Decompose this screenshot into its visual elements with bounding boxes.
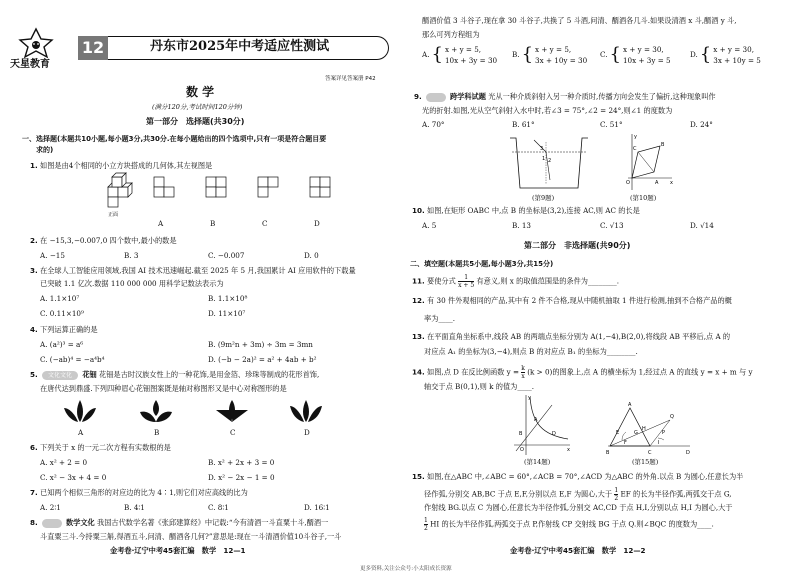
question-text: 在全球人工智能应用领域,我国 AI 技术迅速崛起.截至 2025 年 5 月,我国累计 AI 应用软件的下载量 [40, 266, 356, 275]
q1-option-d[interactable]: D [314, 219, 320, 228]
equation-line: x + y = 5, [535, 45, 572, 54]
exam-title: 丹东市2025年中考适应性测试 [150, 39, 330, 54]
q14-figure-label: (第14题) [524, 458, 551, 466]
question-8-cont3: 那么可列方程组为 [422, 30, 480, 39]
question-number: 12. [412, 296, 425, 305]
question-5 [30, 370, 319, 380]
q7-option-b[interactable]: B. 4∶1 [124, 503, 145, 512]
question-15-cont [424, 487, 732, 502]
question-number: 8. [30, 518, 38, 527]
q8-option-b[interactable]: B. { x + y = 5, 3x + 10y = 30 [512, 44, 588, 65]
q6-option-a[interactable]: A. x² + 2 = 0 [40, 458, 88, 467]
footer-right: 金考卷·辽宁中考45套汇编 数学 12—2 [510, 546, 646, 555]
equation-line: 10x + 3y = 5 [622, 56, 671, 65]
q5-option-a[interactable]: A [78, 428, 84, 437]
q15-label-h: H [642, 426, 646, 432]
question-13 [412, 332, 730, 342]
fraction-numerator: 1 [464, 274, 469, 281]
question-text: 如图,在矩形 OABC 中,点 B 的坐标是(3,2),连接 AC,则 AC 的长是 [427, 206, 640, 215]
fraction-numerator: k [521, 365, 525, 372]
question-tag: 文化文化 [42, 371, 78, 380]
question-tag [42, 519, 62, 528]
q15-label-a: A [628, 402, 632, 408]
q4-option-d[interactable]: D. (−b − 2a)² = a² + 4ab + b² [208, 355, 317, 364]
question-9 [414, 92, 716, 102]
q10-label-c: C [633, 146, 637, 152]
q15-label-i: I [658, 440, 660, 446]
equation-line: 3x + 10y = 30 [535, 56, 588, 65]
question-number: 10. [412, 206, 425, 215]
question-tag-word: 花钿 [82, 370, 97, 379]
question-4 [30, 325, 98, 335]
question-15 [412, 472, 743, 482]
question-text: 下列运算正确的是 [40, 325, 98, 334]
q15-label-q: Q [670, 414, 674, 420]
q14-figure-graph [512, 393, 572, 457]
question-number: 5. [30, 370, 38, 379]
question-text: (k > 0)的图象上,点 A 的横坐标为 1,经过点 A 的直线 y = x + m 与 y [527, 367, 753, 377]
q1-option-c[interactable]: C [262, 219, 268, 228]
q9-angle-3: 3 [540, 146, 544, 152]
question-15-cont3 [424, 517, 714, 532]
question-12 [412, 296, 732, 306]
q5-figure-huadian [60, 398, 330, 426]
q15-label-f: F [624, 440, 627, 446]
question-text: 如图,点 D 在反比例函数 y = [427, 367, 519, 377]
question-14 [412, 365, 753, 380]
logo-text: 天星教育 [10, 59, 50, 70]
question-text: 在 −15,3,−0.007,0 四个数中,最小的数是 [40, 236, 177, 245]
q1-option-a[interactable]: A [158, 219, 164, 228]
part1-instruction: 一、选择题(本题共10小题,每小题3分,共30分.在每小题给出的四个选项中,只有一项是符合题目要 [22, 135, 327, 143]
question-tag-word: 跨学科试题 [449, 92, 486, 101]
question-14-cont: 轴交于点 B(0,1),则 k 的值为____. [424, 382, 534, 391]
question-3-cont: 已突破 1.1 亿次.数据 110 000 000 用科学记数法表示为 [40, 279, 224, 288]
q10-label-o: O [626, 180, 630, 186]
fraction-denominator: x + 5 [458, 282, 475, 289]
q15-figure-triangle [604, 398, 694, 456]
question-number: 11. [412, 276, 425, 286]
q8-option-a[interactable]: A. { x + y = 5, 10x + 3y = 30 [422, 44, 498, 65]
q9-angle-1: 1 [542, 156, 546, 162]
q4-option-b[interactable]: B. (9m²n + 3m) ÷ 3m = 3mn [208, 340, 313, 349]
question-text: 我国古代数学名著《张邱建算经》中记载:“今有清酒一斗直粟十斗,醑酒一 [97, 518, 329, 527]
question-number: 7. [30, 488, 38, 497]
q2-option-a[interactable]: A. −15 [40, 251, 65, 260]
q10-option-a[interactable]: A. 5 [422, 221, 437, 230]
part2-instruction: 二、填空题(本题共5小题,每小题3分,共15分) [410, 260, 554, 268]
right-page [360, 0, 800, 577]
q15-label-e: E [616, 430, 620, 436]
q15-label-p: P [662, 430, 666, 436]
question-5-cont: 在唐代达到鼎盛.下列四种眉心花钿图案既是轴对称图形又是中心对称图形的是 [40, 384, 287, 393]
q4-option-a[interactable]: A. (a²)³ = a⁶ [40, 340, 84, 349]
q2-option-c[interactable]: C. −0.007 [208, 251, 245, 260]
q7-option-c[interactable]: C. 8∶1 [208, 503, 229, 512]
fraction-denominator: 2 [614, 495, 619, 502]
q14-label-x: x [567, 447, 570, 453]
q5-option-c[interactable]: C [230, 428, 236, 437]
q8-option-d[interactable]: D. { x + y = 30, 3x + 10y = 5 [690, 44, 761, 65]
question-number: 6. [30, 443, 38, 452]
equation-line: 10x + 3y = 30 [444, 56, 498, 65]
q5-option-d[interactable]: D [304, 428, 310, 437]
question-10 [412, 206, 640, 216]
question-text: 在平面直角坐标系中,线段 AB 的两端点坐标分别为 A(1,−4),B(2,0),将线段 AB 平移后,点 A 的 [427, 332, 731, 341]
q3-option-a[interactable]: A. 1.1×10⁷ [40, 294, 80, 303]
q9-angle-2: 2 [548, 158, 552, 164]
q3-option-c[interactable]: C. 0.11×10⁹ [40, 309, 84, 318]
answer-reference: 答案详见答案册 P42 [325, 76, 376, 82]
question-text: 有 30 件外观相同的产品,其中有 2 件不合格,现从中随机抽取 1 件进行检测,抽到不合格产品的概 [427, 296, 732, 305]
number-badge: 12 [78, 36, 108, 60]
q10-label-a: A [655, 180, 659, 186]
question-number: 4. [30, 325, 38, 334]
equation-line: 3x + 10y = 5 [713, 56, 761, 65]
question-text: 光从一种介质斜射入另一种介质时,传播方向会发生了偏折,这种现象叫作 [488, 92, 716, 101]
equation-line: x + y = 30, [713, 45, 754, 54]
question-1 [30, 161, 212, 171]
q1-figure-cubes [106, 173, 336, 213]
question-3 [30, 266, 356, 276]
question-number: 9. [414, 92, 422, 101]
fraction [614, 487, 618, 502]
q5-option-b[interactable]: B [154, 428, 160, 437]
q3-option-b[interactable]: B. 1.1×10⁸ [208, 294, 248, 303]
q6-option-c[interactable]: C. x² − 3x + 4 = 0 [40, 473, 107, 482]
question-text: HI 的长为半径作弧,两弧交于点 P,作射线 CP 交射线 BG 于点 Q.则∠BQC 的度数为____. [430, 519, 714, 529]
logo [8, 28, 64, 72]
equation-line: x + y = 30, [622, 45, 664, 54]
q15-label-b: B [606, 450, 610, 456]
q14-label-o: O [520, 447, 524, 453]
q9-option-c[interactable]: C. 51° [600, 120, 623, 129]
question-8 [30, 518, 328, 528]
q14-label-b: B [519, 431, 523, 437]
q10-figure-rectangle [622, 132, 676, 194]
q10-figure-label: (第10题) [630, 194, 657, 202]
question-number: 14. [412, 367, 425, 377]
question-text: 已知两个相似三角形的对应边的比为 4∶1,则它们对应高线的比为 [40, 488, 248, 497]
question-9-cont: 光的折射.如图,光从空气斜射入水中时,若∠3 = 75°,∠2 = 24°,则∠1 的度数为 [422, 106, 673, 115]
bottom-note: 更多资料,关注公众号:小太阳成长资源 [360, 566, 452, 572]
question-text: 花钿是古时汉族女性上的一种花饰,是用金箔、珍珠等制成的花形首饰, [99, 370, 320, 379]
q10-label-y: y [634, 134, 637, 140]
q10-option-d[interactable]: D. √14 [690, 221, 714, 230]
q9-figure-refraction [506, 132, 592, 194]
question-text: 如图,在△ABC 中,∠ABC = 60°,∠ACB = 70°,∠ACD 为△ABC 的外角.以点 B 为圆心,任意长为半 [427, 472, 744, 481]
question-2 [30, 236, 177, 246]
question-11 [412, 274, 619, 289]
question-text: 如图是由4个相同的小立方块搭成的几何体,其左视图是 [40, 161, 213, 170]
part2-heading: 第二部分 非选择题(共90分) [524, 241, 631, 250]
q9-option-a[interactable]: A. 70° [422, 120, 445, 129]
q2-option-b[interactable]: B. 3 [124, 251, 139, 260]
subject-title: 数 学 [186, 85, 215, 99]
q15-figure-label: (第15题) [632, 458, 659, 466]
fraction-numerator: 1 [614, 487, 619, 494]
question-text: 要使分式 [427, 276, 456, 286]
question-text: EF 的长为半径作弧,两弧交于点 G, [620, 489, 732, 499]
question-text: 径作弧,分别交 AB,BC 于点 E,F,分别以点 E,F 为圆心,大于 [424, 489, 613, 499]
q7-option-d[interactable]: D. 16∶1 [304, 503, 330, 512]
question-8-cont2: 醑酒价值 3 斗谷子,现在拿 30 斗谷子,共换了 5 斗酒,问清、醑酒各几斗.如果设清酒 x 斗,醑酒 y 斗, [422, 16, 737, 25]
q14-label-y: y [528, 395, 531, 401]
q10-option-b[interactable]: B. 13 [512, 221, 531, 230]
q15-label-d: D [686, 450, 690, 456]
q14-label-d: D [552, 431, 556, 437]
part1-heading: 第一部分 选择题(共30分) [146, 117, 245, 126]
q2-option-d[interactable]: D. 0 [304, 251, 319, 260]
question-text: 下列关于 x 的一元二次方程有实数根的是 [40, 443, 171, 452]
part1-instruction-cont: 求的) [36, 146, 54, 154]
fraction [458, 274, 474, 289]
q1-front-label: 正面 [108, 212, 119, 218]
fraction-denominator: 2 [424, 525, 428, 532]
question-text: 有意义,则 x 的取值范围是的条件为________. [476, 276, 620, 286]
question-tag-word: 数学文化 [65, 518, 95, 527]
q6-option-d[interactable]: D. x² − 2x − 1 = 0 [208, 473, 275, 482]
question-12-cont: 率为____. [424, 314, 456, 323]
fraction-numerator: 1 [424, 517, 428, 524]
q10-label-b: B [661, 142, 665, 148]
q15-label-c: C [648, 450, 652, 456]
fraction [424, 517, 428, 532]
question-number: 15. [412, 472, 425, 481]
q8-option-c[interactable]: C. { x + y = 30, 10x + 3y = 5 [600, 44, 671, 65]
fraction [521, 365, 525, 380]
q9-option-b[interactable]: B. 61° [512, 120, 535, 129]
q3-option-d[interactable]: D. 11×10⁷ [208, 309, 246, 318]
q9-figure-label: (第9题) [532, 194, 555, 202]
q10-option-c[interactable]: C. √13 [600, 221, 624, 230]
question-number: 1. [30, 161, 38, 170]
question-6 [30, 443, 171, 453]
question-tag [426, 93, 446, 102]
question-13-cont: 对应点 A₁ 的坐标为(3,−4),则点 B 的对应点 B₁ 的坐标为________. [424, 347, 638, 356]
question-15-cont2: 作射线 BG.以点 C 为圆心,任意长为半径作弧,分别交 AC,CD 于点 H,I,分别以点 H,I 为圆心,大于 [424, 503, 733, 512]
q4-option-c[interactable]: C. (−ab)⁴ = −a⁴b⁴ [40, 355, 105, 364]
q9-option-d[interactable]: D. 24° [690, 120, 713, 129]
q10-label-x: x [670, 180, 673, 186]
question-number: 2. [30, 236, 38, 245]
question-number: 13. [412, 332, 425, 341]
q1-option-b[interactable]: B [210, 219, 216, 228]
q15-label-g: G [634, 430, 638, 436]
question-8-cont: 斗直粟三斗.今持粟三斛,得酒五斗,问清、醑酒各几何?”意思是:现在一斗清酒价值10斗谷子,一斗 [40, 532, 342, 541]
q7-option-a[interactable]: A. 2∶1 [40, 503, 61, 512]
q6-option-b[interactable]: B. x² + 2x + 3 = 0 [208, 458, 275, 467]
q14-label-a: A [534, 417, 538, 423]
question-7 [30, 488, 248, 498]
equation-line: x + y = 5, [444, 45, 482, 54]
exam-info: (满分120分,考试时间120分钟) [152, 103, 243, 111]
fraction-denominator: x [521, 373, 525, 380]
footer-left: 金考卷·辽宁中考45套汇编 数学 12—1 [110, 546, 246, 555]
question-number: 3. [30, 266, 38, 275]
star-logo-icon [8, 28, 64, 58]
